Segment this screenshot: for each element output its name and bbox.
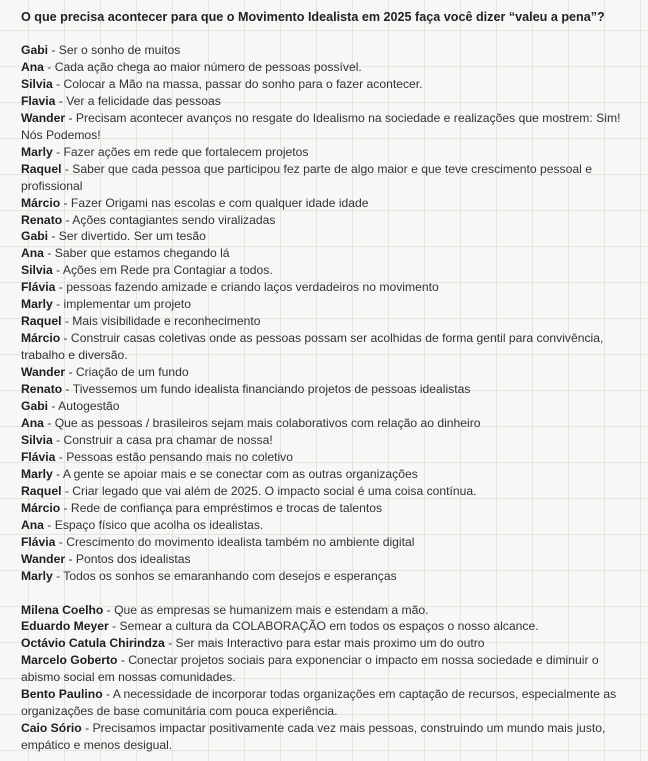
participant-name: Silvia <box>21 432 53 447</box>
participant-response: - Saber que cada pessoa que participou fez parte de algo maior e que teve crescimento pessoal e profissional <box>21 161 592 193</box>
participant-response: - Ser divertido. Ser um tesão <box>48 229 206 244</box>
list-item <box>21 534 635 551</box>
list-item <box>21 195 635 212</box>
participant-response: - Colocar a Mão na massa, passar do sonho para o fazer acontecer. <box>52 76 423 91</box>
section-gap <box>21 585 635 602</box>
list-item <box>21 364 635 381</box>
participant-name: Eduardo Meyer <box>21 619 109 634</box>
participant-name: Flávia <box>21 449 56 464</box>
list-item <box>21 330 635 364</box>
participant-name: Ana <box>21 246 44 261</box>
list-item <box>21 110 635 144</box>
participant-name: Wander <box>21 365 66 380</box>
participant-response: - Precisam acontecer avanços no resgate do Idealismo na sociedade e realizações que mostrem: Sim! Nós Podemos! <box>21 110 621 142</box>
list-item <box>21 144 635 161</box>
participant-name: Flavia <box>21 93 56 108</box>
participant-name: Márcio <box>21 500 61 515</box>
list-item <box>21 59 635 76</box>
list-item <box>21 279 635 296</box>
participant-response: - Pessoas estão pensando mais no coletivo <box>55 449 293 464</box>
participant-response: - Rede de confiança para empréstimos e trocas de talentos <box>60 500 383 515</box>
list-item <box>21 262 635 279</box>
participant-name: Renato <box>21 382 63 397</box>
participant-response: - Espaço físico que acolha os idealistas. <box>43 517 264 532</box>
list-item <box>21 686 635 720</box>
participant-name: Wander <box>21 551 66 566</box>
list-item <box>21 415 635 432</box>
participant-name: Silvia <box>21 76 53 91</box>
list-item <box>21 449 635 466</box>
list-item <box>21 483 635 500</box>
participant-response: - pessoas fazendo amizade e criando laços verdadeiros no movimento <box>55 280 439 295</box>
participant-name: Flávia <box>21 280 56 295</box>
participant-name: Gabi <box>21 229 48 244</box>
participant-response: - Autogestão <box>48 399 120 414</box>
participant-response: - Que as pessoas / brasileiros sejam mais colaborativos com relação ao dinheiro <box>43 415 481 430</box>
participant-response: - Ações em Rede pra Contagiar a todos. <box>52 263 273 278</box>
participant-name: Octávio Catula Chirindza <box>21 636 165 651</box>
participant-name: Gabi <box>21 399 48 414</box>
participant-response: - Que as empresas se humanizem mais e estendam a mão. <box>103 602 429 617</box>
participant-response: - Ser o sonho de muitos <box>48 43 181 57</box>
participant-response: - Mais visibilidade e reconhecimento <box>61 314 261 329</box>
participant-response: - Cada ação chega ao maior número de pessoas possível. <box>43 59 362 74</box>
list-item <box>21 93 635 110</box>
participant-response: - Todos os sonhos se emaranhando com desejos e esperanças <box>52 568 397 583</box>
participant-name: Renato <box>21 212 63 227</box>
participant-response: - Precisamos impactar positivamente cada vez mais pessoas, construindo um mundo mais justo, empático e menos desigual. <box>21 721 606 753</box>
list-item <box>21 568 635 585</box>
participant-response: - A necessidade de incorporar todas organizações em captação de recursos, especialmente as organizações de base comunitária com pouca experiência. <box>21 687 617 719</box>
list-item <box>21 313 635 330</box>
list-item <box>21 720 635 754</box>
participant-name: Raquel <box>21 483 62 498</box>
participant-response: - Conectar projetos sociais para exponenciar o impacto em nossa sociedade e diminuir o abismo social em nossas comunidades. <box>21 653 599 685</box>
participant-name: Caio Sório <box>21 721 82 736</box>
document-body <box>21 9 635 754</box>
participant-name: Bento Paulino <box>21 687 103 702</box>
participant-response: - Criar legado que vai além de 2025. O impacto social é uma coisa contínua. <box>61 483 477 498</box>
participant-name: Márcio <box>21 195 61 210</box>
participant-response: - Criação de um fundo <box>65 365 189 380</box>
list-item <box>21 228 635 245</box>
list-item <box>21 245 635 262</box>
list-item <box>21 551 635 568</box>
participant-response: - Fazer Origami nas escolas e com qualquer idade idade <box>60 195 369 210</box>
participant-name: Gabi <box>21 43 48 57</box>
list-item <box>21 466 635 483</box>
participant-response: - Construir casas coletivas onde as pessoas possam ser acolhidas de forma gentil para convivência, trabalho e diversão. <box>21 331 604 363</box>
participant-name: Flávia <box>21 534 56 549</box>
response-list-1 <box>21 42 635 585</box>
list-item <box>21 212 635 229</box>
participant-name: Wander <box>21 110 66 125</box>
list-item <box>21 398 635 415</box>
participant-name: Ana <box>21 59 44 74</box>
participant-name: Milena Coelho <box>21 602 104 617</box>
participant-name: Marly <box>21 466 53 481</box>
participant-response: - Pontos dos idealistas <box>65 551 191 566</box>
participant-response: - Tivessemos um fundo idealista financiando projetos de pessoas idealistas <box>62 382 471 397</box>
participant-name: Silvia <box>21 263 53 278</box>
list-item <box>21 602 635 619</box>
participant-name: Marcelo Goberto <box>21 653 118 668</box>
participant-name: Ana <box>21 415 44 430</box>
participant-response: - Ver a felicidade das pessoas <box>55 93 221 108</box>
document-title: O que precisa acontecer para que o Movimento Idealista em 2025 faça você dizer “valeu a pena”? <box>21 10 605 24</box>
list-item <box>21 500 635 517</box>
participant-response: - Semear a cultura da COLABORAÇÃO em todos os espaços o nosso alcance. <box>108 619 539 634</box>
list-item <box>21 432 635 449</box>
participant-response: - Construir a casa pra chamar de nossa! <box>52 432 273 447</box>
response-list-2 <box>21 602 635 755</box>
list-item <box>21 161 635 195</box>
participant-name: Raquel <box>21 314 62 329</box>
list-item <box>21 618 635 635</box>
participant-name: Raquel <box>21 161 62 176</box>
list-item <box>21 76 635 93</box>
participant-response: - implementar um projeto <box>52 297 192 312</box>
participant-response: - Fazer ações em rede que fortalecem projetos <box>52 144 309 159</box>
participant-response: - Saber que estamos chegando lá <box>43 246 230 261</box>
list-item <box>21 635 635 652</box>
list-item <box>21 381 635 398</box>
participant-response: - Ações contagiantes sendo viralizadas <box>62 212 276 227</box>
list-item <box>21 42 635 59</box>
list-item <box>21 652 635 686</box>
participant-response: - A gente se apoiar mais e se conectar com as outras organizações <box>52 466 418 481</box>
participant-name: Marly <box>21 297 53 312</box>
list-item <box>21 296 635 313</box>
participant-response: - Ser mais Interactivo para estar mais proximo um do outro <box>164 636 485 651</box>
participant-name: Márcio <box>21 331 61 346</box>
list-item <box>21 517 635 534</box>
participant-response: - Crescimento do movimento idealista também no ambiente digital <box>55 534 415 549</box>
participant-name: Marly <box>21 144 53 159</box>
participant-name: Marly <box>21 568 53 583</box>
participant-name: Ana <box>21 517 44 532</box>
